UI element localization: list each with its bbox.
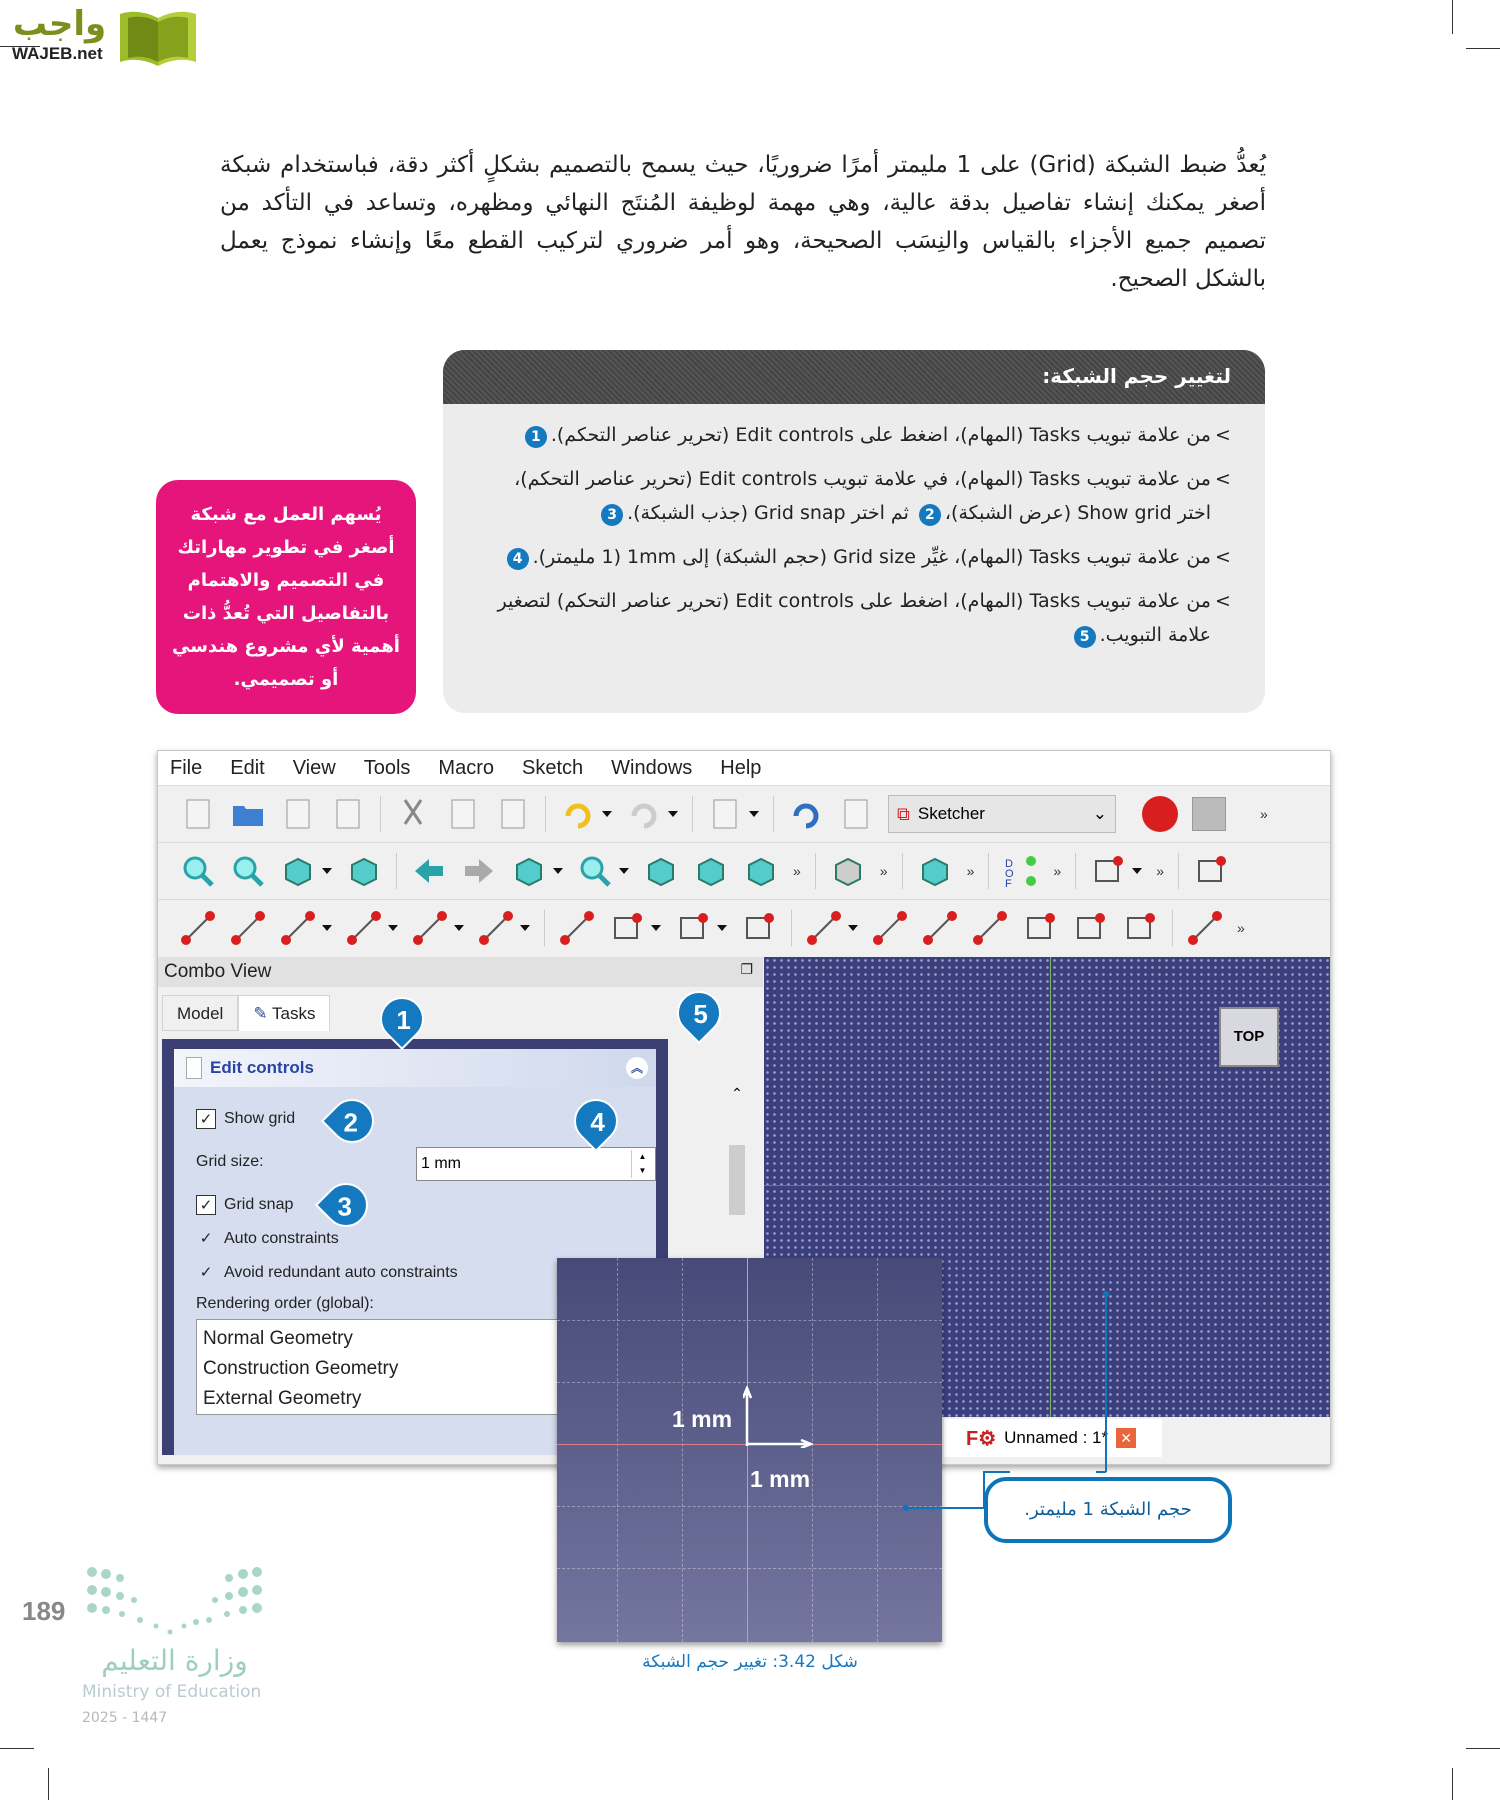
freecad-icon: F⚙: [966, 1427, 997, 1450]
point-icon[interactable]: [180, 910, 216, 946]
toolbar-separator: [1075, 853, 1076, 889]
dropdown-arrow-icon[interactable]: [619, 868, 629, 874]
toolbar-separator: [692, 796, 693, 832]
crop-mark: [1466, 1748, 1500, 1749]
circle-icon[interactable]: [346, 910, 382, 946]
dimension-arrows-icon: [743, 1386, 813, 1448]
toolbar-separator: [988, 853, 989, 889]
tip-box: يُسهم العمل مع شبكة أصغر في تطوير مهاراتك في التصميم والاهتمام بالتفاصيل التي تُعدُّ ذات أهمية لأي مشروع هندسي أو تصميمي.: [156, 480, 416, 714]
toolbar-separator: [902, 853, 903, 889]
conic-icon[interactable]: [412, 910, 448, 946]
fit-selection-icon[interactable]: [230, 853, 266, 889]
step-number: 5: [1074, 626, 1096, 648]
grid-size-callout: حجم الشبكة 1 مليمتر.: [984, 1477, 1232, 1543]
toolbar-overflow-icon[interactable]: »: [1237, 920, 1245, 936]
step-number: 3: [601, 504, 623, 526]
bounding-box-icon[interactable]: [346, 853, 382, 889]
paste-icon[interactable]: [495, 796, 531, 832]
pencil-icon: ✎: [253, 1004, 272, 1023]
step-text: من علامة تبويب Tasks (المهام)، غيِّر Grid size (حجم الشبكة) إلى 1mm (1 مليمتر).: [532, 546, 1211, 568]
step-item: [483, 418, 1231, 452]
show-grid-label: Show grid: [224, 1110, 296, 1127]
combo-view-title: [158, 957, 763, 987]
document-tab-label: Unnamed : 1*: [1004, 1428, 1109, 1447]
steps-title: لتغيير حجم الشبكة:: [443, 350, 1265, 404]
part-icon[interactable]: [830, 853, 866, 889]
toolbar-view: [158, 842, 1330, 899]
workbench-label: Sketcher: [917, 804, 985, 823]
grid-size-input[interactable]: [416, 1147, 656, 1181]
menu-help[interactable]: Help: [720, 756, 762, 779]
toolbar-separator: [380, 796, 381, 832]
checkbox[interactable]: ✓: [199, 1264, 213, 1281]
combo-tabs: [158, 987, 763, 1031]
arc-icon[interactable]: [280, 910, 316, 946]
menu-tools[interactable]: Tools: [363, 756, 411, 779]
toolbar-separator: [773, 796, 774, 832]
checkbox[interactable]: ✓: [199, 1230, 213, 1247]
callout-3: 3: [315, 1174, 377, 1236]
grid-snap-label: Grid snap: [224, 1196, 294, 1213]
grid-size-value: 1 mm: [421, 1155, 461, 1172]
checkbox[interactable]: ✓: [196, 1109, 216, 1129]
logo-latin: WAJEB.net: [12, 44, 103, 63]
book-icon: [118, 8, 198, 66]
step-item: [483, 462, 1231, 530]
toolbar-separator: [815, 853, 816, 889]
macro-record-icon[interactable]: [1142, 796, 1178, 832]
toolbar-file: [158, 785, 1330, 842]
rendering-order-label: Rendering order (global):: [196, 1295, 374, 1312]
avoid-redundant-label: Avoid redundant auto constraints: [224, 1264, 458, 1281]
chevron-down-icon: ⌄: [1092, 804, 1107, 823]
svg-text:O: O: [1005, 868, 1014, 880]
carbon-copy-icon[interactable]: [1072, 910, 1108, 946]
macro-stop-icon[interactable]: [1192, 797, 1226, 831]
constrain-icon[interactable]: [1090, 853, 1126, 889]
toolbar-overflow-icon[interactable]: »: [1260, 806, 1268, 822]
vertical-dimension-label: 1 mm: [672, 1406, 733, 1432]
grid-size-label: Grid size:: [196, 1153, 264, 1170]
step-number: 2: [919, 504, 941, 526]
undo-icon[interactable]: [560, 796, 596, 832]
crop-mark: [1452, 1768, 1453, 1800]
menu-view[interactable]: View: [292, 756, 336, 779]
save-icon[interactable]: [280, 796, 316, 832]
toolbar-separator: [545, 796, 546, 832]
toolbar-separator: [791, 910, 792, 946]
tab-model[interactable]: Model: [162, 995, 238, 1031]
intro-paragraph: يُعدُّ ضبط الشبكة (Grid) على 1 مليمتر أمرًا ضروريًا، حيث يسمح بالتصميم بشكلٍ أكثر دقة، فباستخدام شبكة أصغر يمكنك إنشاء تفاصيل بدقة عالية، وهي مهمة لوظيفة المُنتَج النهائي ومظهره، وتساعد في التأكد من تصميم جميع الأجزاء بالقياس والنِسَب الصحيحة، وهو أمر ضروري لتركيب القطع معًا وإنشاء نموذج يعمل بالشكل الصحيح.: [220, 152, 1266, 292]
polygon-icon[interactable]: [675, 910, 711, 946]
callout-4: 4: [565, 1090, 627, 1152]
step-text: من علامة تبويب Tasks (المهام)، اضغط على Edit controls (تحرير عناصر التحكم).: [550, 424, 1211, 446]
tab-tasks[interactable]: [238, 995, 330, 1031]
split-icon[interactable]: [972, 910, 1008, 946]
open-folder-icon[interactable]: [230, 796, 266, 832]
ministry-english: Ministry of Education: [82, 1682, 262, 1702]
crop-mark: [0, 1748, 34, 1749]
figure-caption: شكل 3.42: تغيير حجم الشبكة: [642, 1652, 858, 1672]
toolbar-sketcher: [158, 899, 1330, 956]
step-text: من علامة تبويب Tasks (المهام)، في علامة تبويب Edit controls (تحرير عناصر التحكم)، اختر Show grid (عرض الشبكة)،: [514, 468, 1211, 524]
navigation-cube[interactable]: TOP: [1219, 1007, 1279, 1067]
toolbar-overflow-icon[interactable]: »: [793, 863, 801, 879]
back-arrow-icon[interactable]: [411, 853, 447, 889]
step-text: من علامة تبويب Tasks (المهام)، اضغط على Edit controls (تحرير عناصر التحكم) لتصغير علامة التبويب.: [497, 590, 1211, 646]
new-file-icon[interactable]: [180, 796, 216, 832]
auto-constraints-checkbox[interactable]: [196, 1229, 339, 1249]
top-view-icon[interactable]: [743, 853, 779, 889]
dropdown-arrow-icon[interactable]: [322, 925, 332, 931]
step-number: 1: [525, 426, 547, 448]
logo-arabic: واجب: [12, 4, 107, 44]
extend-icon[interactable]: [922, 910, 958, 946]
step-number: 4: [507, 548, 529, 570]
dropdown-arrow-icon[interactable]: [668, 811, 678, 817]
external-geometry-icon[interactable]: [1022, 910, 1058, 946]
grid-zoom-inset: [557, 1258, 942, 1642]
refresh-icon[interactable]: [788, 796, 824, 832]
toolbar-separator: [1178, 853, 1179, 889]
dropdown-arrow-icon[interactable]: [322, 868, 332, 874]
toolbar-overflow-icon[interactable]: »: [966, 863, 975, 879]
toolbar-overflow-icon[interactable]: »: [1053, 863, 1062, 879]
isometric-icon[interactable]: [643, 853, 679, 889]
polyline-icon[interactable]: [559, 910, 595, 946]
fit-all-icon[interactable]: [180, 853, 216, 889]
list-item[interactable]: Construction Geometry: [203, 1358, 399, 1379]
clone-icon[interactable]: [1193, 853, 1229, 889]
grid-snap-checkbox[interactable]: [196, 1195, 293, 1215]
scroll-up-icon[interactable]: ⌃: [731, 1085, 743, 1101]
redo-icon[interactable]: [626, 796, 662, 832]
toolbar-separator: [396, 853, 397, 889]
auto-constraints-label: Auto constraints: [224, 1230, 339, 1247]
ministry-dots-icon: [82, 1562, 267, 1642]
toolbar-separator: [544, 910, 545, 946]
slot-icon[interactable]: [741, 910, 777, 946]
ministry-logo: [82, 1562, 272, 1732]
callout-5: 5: [668, 982, 730, 1044]
sketch-view-icon[interactable]: [917, 853, 953, 889]
toolbar-overflow-icon[interactable]: »: [879, 863, 888, 879]
document-icon: [186, 1057, 202, 1079]
menu-macro[interactable]: Macro: [438, 756, 494, 779]
menu-edit[interactable]: Edit: [230, 756, 265, 779]
rendering-order-list[interactable]: [196, 1319, 616, 1415]
list-item[interactable]: Normal Geometry: [203, 1328, 353, 1349]
edit-controls-header[interactable]: [174, 1049, 656, 1087]
svg-text:D: D: [1005, 858, 1014, 870]
dropdown-arrow-icon[interactable]: [520, 925, 530, 931]
step-item: [483, 584, 1231, 652]
scroll-thumb[interactable]: [729, 1145, 745, 1215]
dropdown-arrow-icon[interactable]: [388, 925, 398, 931]
menu-sketch[interactable]: Sketch: [521, 756, 584, 779]
step-item: [483, 540, 1231, 574]
toolbar-overflow-icon[interactable]: »: [1156, 863, 1164, 879]
line-icon[interactable]: [230, 910, 266, 946]
copy-icon[interactable]: [445, 796, 481, 832]
dropdown-arrow-icon[interactable]: [717, 925, 727, 931]
x-axis-line: [764, 1185, 1331, 1186]
ministry-arabic: وزارة التعليم: [101, 1644, 248, 1677]
edit-controls-title: Edit controls: [210, 1058, 314, 1077]
undock-icon[interactable]: ❐: [740, 961, 753, 977]
crop-mark: [1452, 0, 1453, 34]
tab-tasks-label: Tasks: [271, 1004, 316, 1023]
step-text: ثم اختر Grid snap (جذب الشبكة).: [627, 502, 909, 524]
page-number: 189: [22, 1596, 66, 1626]
workbench-selector[interactable]: [888, 795, 1116, 833]
menu-bar: [158, 751, 1330, 785]
dropdown-arrow-icon[interactable]: [553, 868, 563, 874]
draw-style-icon[interactable]: [280, 853, 316, 889]
sketcher-icon: ⧉: [897, 803, 910, 824]
dropdown-arrow-icon[interactable]: [1132, 868, 1142, 874]
wajeb-logo: [10, 4, 190, 66]
academic-year: 2025 - 1447: [82, 1710, 168, 1726]
close-icon[interactable]: ✕: [1116, 1428, 1136, 1448]
callout-1: 1: [371, 988, 433, 1050]
dof-icon[interactable]: [1003, 853, 1039, 889]
macro-check-icon[interactable]: [707, 796, 743, 832]
trim-icon[interactable]: [872, 910, 908, 946]
show-grid-checkbox[interactable]: [196, 1109, 295, 1129]
svg-text:F: F: [1005, 878, 1013, 889]
toolbar-separator: [1172, 910, 1173, 946]
combo-view-label: Combo View: [164, 961, 272, 982]
menu-file[interactable]: File: [170, 756, 203, 779]
horizontal-dimension-label: 1 mm: [750, 1466, 811, 1492]
delete-constraints-icon[interactable]: [1187, 910, 1223, 946]
print-icon[interactable]: [330, 796, 366, 832]
collapse-icon[interactable]: ︽: [626, 1057, 648, 1079]
forward-arrow-icon[interactable]: [461, 853, 497, 889]
grid-size-spinner[interactable]: ▲ ▼: [631, 1150, 653, 1178]
cut-icon[interactable]: [395, 796, 431, 832]
crop-mark: [1466, 48, 1500, 49]
dropdown-arrow-icon[interactable]: [848, 925, 858, 931]
menu-windows[interactable]: Windows: [611, 756, 693, 779]
front-view-icon[interactable]: [693, 853, 729, 889]
crop-mark: [48, 1768, 49, 1800]
fillet-icon[interactable]: [806, 910, 842, 946]
rectangle-icon[interactable]: [609, 910, 645, 946]
dropdown-arrow-icon[interactable]: [602, 811, 612, 817]
dropdown-arrow-icon[interactable]: [454, 925, 464, 931]
offset-icon[interactable]: [1122, 910, 1158, 946]
bspline-icon[interactable]: [478, 910, 514, 946]
checkbox[interactable]: ✓: [196, 1195, 216, 1215]
sync-view-icon[interactable]: [511, 853, 547, 889]
callout-2: 2: [321, 1090, 383, 1152]
whats-this-icon[interactable]: [838, 796, 874, 832]
dropdown-arrow-icon[interactable]: [749, 811, 759, 817]
dropdown-arrow-icon[interactable]: [651, 925, 661, 931]
avoid-redundant-checkbox[interactable]: [196, 1263, 458, 1283]
zoom-sync-icon[interactable]: [577, 853, 613, 889]
list-item[interactable]: External Geometry: [203, 1388, 362, 1409]
steps-box: [443, 350, 1265, 713]
